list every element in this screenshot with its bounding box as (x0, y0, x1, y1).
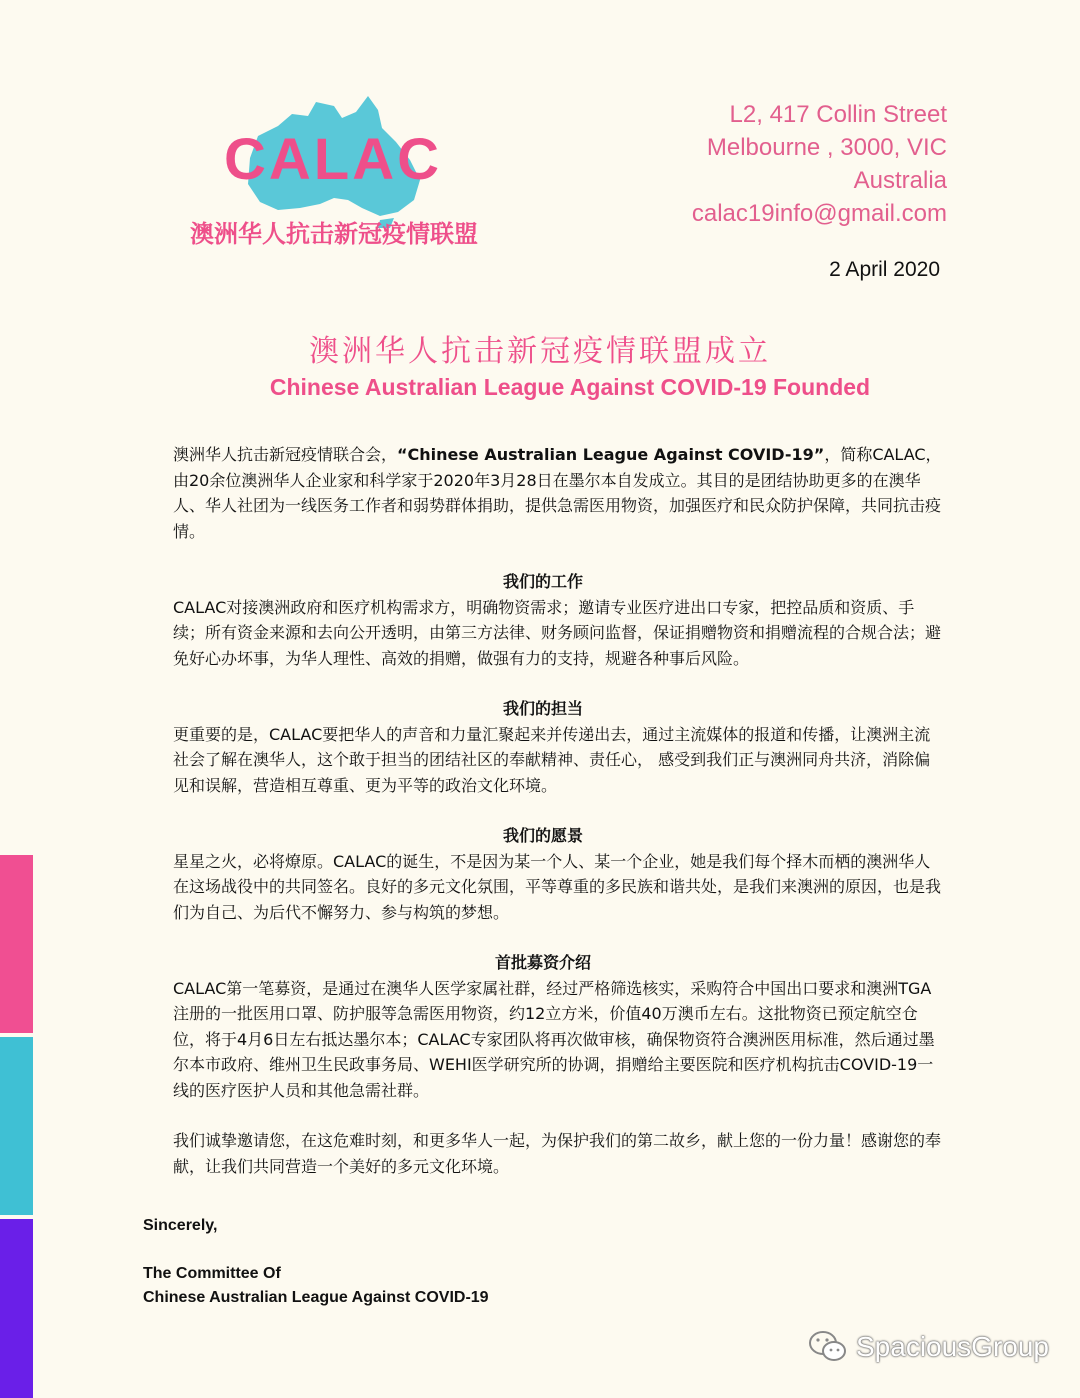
section-heading-fundraising: 首批募资介绍 (494, 953, 591, 972)
address-city: Melbourne , 3000, VIC (706, 134, 947, 161)
calac-logo (190, 88, 490, 258)
section-heading-vision: 我们的愿景 (502, 826, 583, 845)
section-text-vision: 星星之火，必将燎原。CALAC的诞生，不是因为某一个人、某一个企业，她是我们每个择木而栖的澳洲华人在这场战役中的共同签名。良好的多元文化氛围，平等尊重的多民族和谐共处，是我们来澳洲的原因，也是我们为自己、为后代不懈努力、参与构筑的梦想。 (173, 851, 942, 922)
letter-body (143, 442, 943, 1179)
section-heading-work: 我们的工作 (502, 572, 583, 591)
closing-block (143, 1214, 489, 1310)
invitation-paragraph: 我们诚挚邀请您，在这危难时刻，和更多华人一起，为保护我们的第二故乡，献上您的一份力量！感谢您的奉献，让我们共同营造一个美好的多元文化环境。 (173, 1131, 942, 1176)
section-heading-responsibility: 我们的担当 (502, 699, 583, 718)
signature-line-2: Chinese Australian League Against COVID-19 (143, 1289, 489, 1306)
logo-wordmark: CALAC (224, 127, 442, 192)
title-chinese: 澳洲华人抗击新冠疫情联盟成立 (309, 334, 771, 369)
intro-quoted-name: “Chinese Australian League Against COVID-19” (397, 445, 825, 464)
side-bar-pink (0, 855, 33, 1033)
section-text-fundraising: CALAC第一笔募资，是通过在澳华人医学家属社群，经过严格筛选核实，采购符合中国出口要求和澳洲TGA注册的一批医用口罩、防护服等急需医用物资，约12立方米，价值40万澳币左右。这批物资已预定航空仓位，将于4月6日左右抵达墨尔本；CALAC专家团队将再次做审核，确保物资符合澳洲医用标准，然后通过墨尔本市政府、维州卫生民政事务局、WEHI医学研究所的协调，捐赠给主要医院和医疗机构抗击COVID-19一线的医疗医护人员和其他急需社群。 (173, 978, 935, 1100)
intro-paragraph (143, 442, 943, 544)
side-bar-cyan (0, 1037, 33, 1215)
signature-line-1: The Committee Of (143, 1265, 281, 1282)
watermark (808, 1330, 1049, 1364)
address-block (692, 98, 947, 230)
address-street: L2, 417 Collin Street (729, 101, 947, 128)
letter-date: 2 April 2020 (829, 258, 940, 281)
watermark-text: SpaciousGroup (856, 1331, 1050, 1362)
side-bar-purple (0, 1219, 33, 1398)
section-text-work: CALAC对接澳洲政府和医疗机构需求方，明确物资需求；邀请专业医疗进出口专家，把控品质和资质、手续；所有资金来源和去向公开透明，由第三方法律、财务顾问监督，保证捐赠物资和捐赠流程的合规合法；避免好心办坏事，为华人理性、高效的捐赠，做强有力的支持，规避各种事后风险。 (173, 597, 942, 668)
address-email[interactable]: calac19info@gmail.com (691, 200, 947, 227)
logo-chinese-subtitle: 澳洲华人抗击新冠疫情联盟 (190, 220, 478, 248)
intro-rest: ，简称CALAC，由20余位澳洲华人企业家和科学家于2020年3月28日在墨尔本自发成立。其目的是团结协助更多的在澳华人、华人社团为一线医务工作者和弱势群体捐助，提供急需医用物资，加强医疗和民众防护保障，共同抗击疫情。 (173, 445, 942, 541)
section-text-responsibility: 更重要的是，CALAC要把华人的声音和力量汇聚起来并传递出去，通过主流媒体的报道和传播，让澳洲主流社会了解在澳华人，这个敢于担当的团结社区的奉献精神、责任心， 感受到我们正与澳洲同舟共济，消除偏见和误解，营造相互尊重、更为平等的政治文化环境。 (173, 724, 931, 795)
intro-lead: 澳洲华人抗击新冠疫情联合会， (173, 445, 398, 464)
address-country: Australia (853, 167, 947, 194)
salutation: Sincerely, (143, 1217, 218, 1234)
wechat-icon (808, 1330, 848, 1364)
title-english: Chinese Australian League Against COVID-19 Founded (269, 374, 871, 400)
